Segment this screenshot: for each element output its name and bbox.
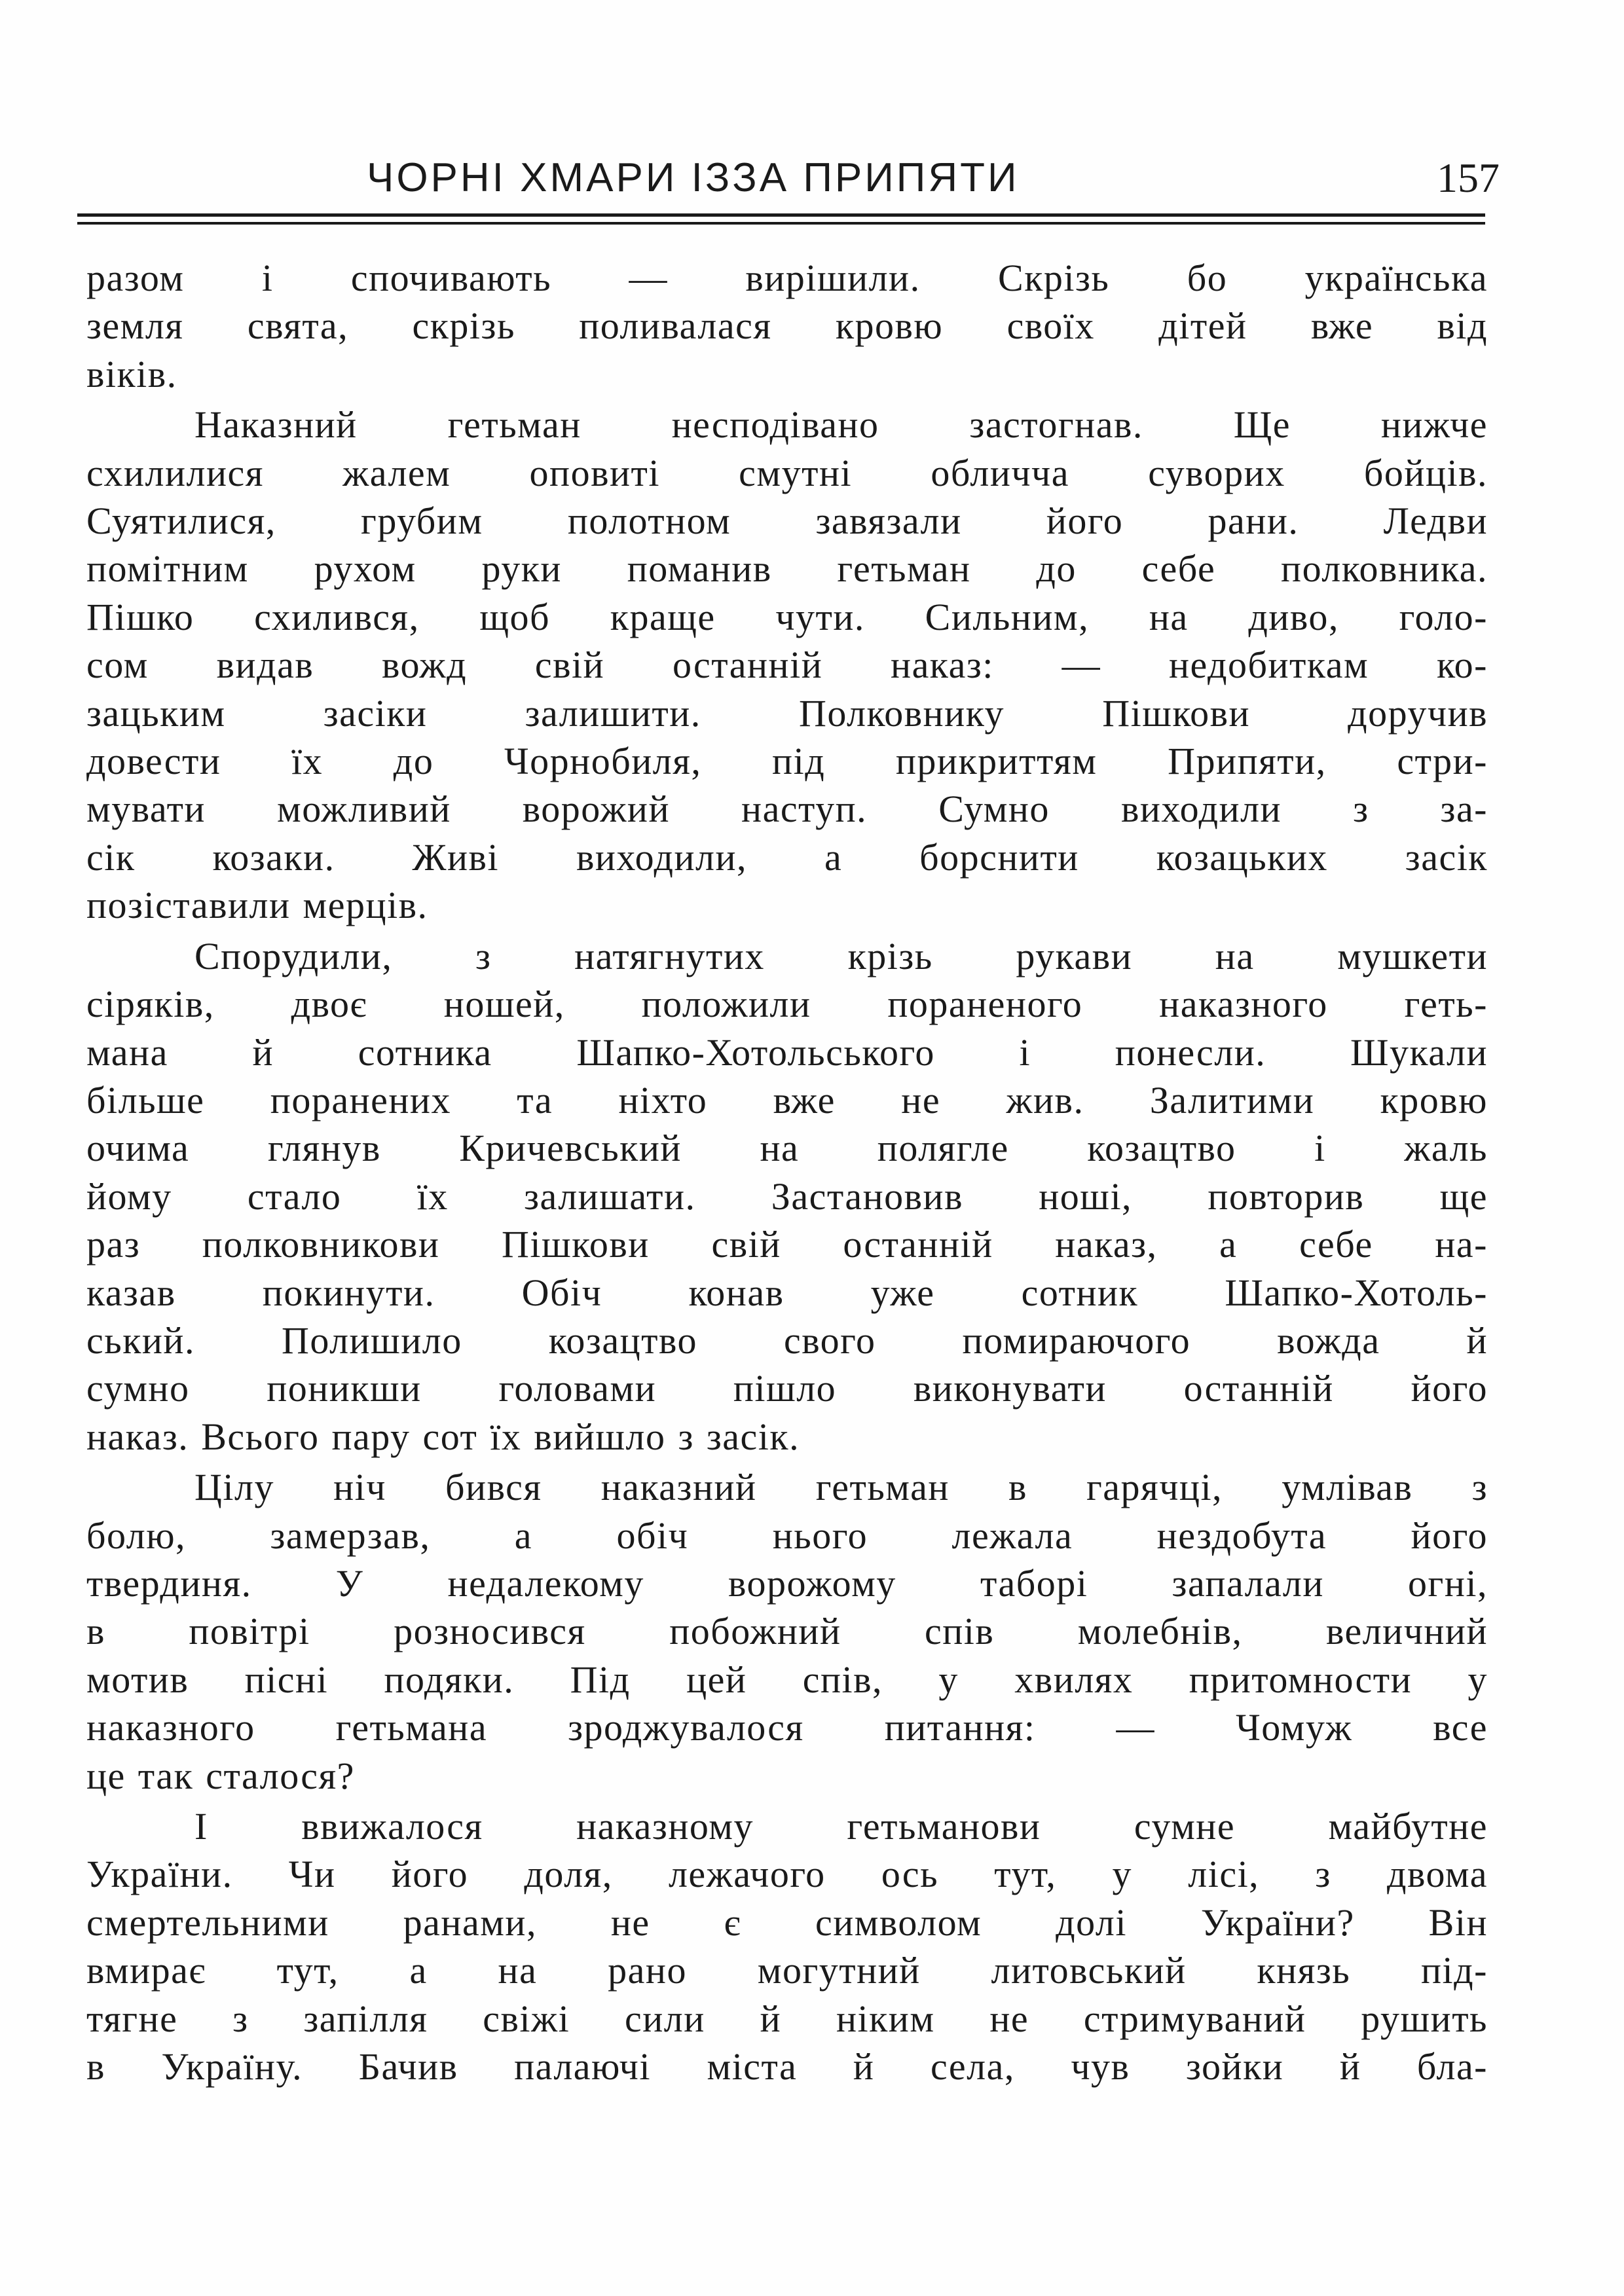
text-line: в Україну. Бачив палаючі міста й села, чув зойки й бла- [86,2045,1488,2088]
text-line: Пішко схилився, щоб краще чути. Сильним, на диво, голо- [86,595,1488,638]
text-line: мотив пісні подяки. Під цей спів, у хвилях притомности у [86,1658,1488,1701]
text-line: тягне з запілля свіжі сили й ніким не стримуваний рушить [86,1997,1488,2040]
text-line: вмирає тут, а на рано могутний литовський князь під- [86,1949,1488,1992]
text-line: в повітрі розносився побожний спів молебнів, величний [86,1610,1488,1653]
paragraph [86,932,1488,1461]
text-line: сумно поникши головами пішло виконувати останній його [86,1367,1488,1410]
text-line: мувати можливий ворожий наступ. Сумно виходили з за- [86,788,1488,831]
text-line: мана й сотника Шапко-Хотольського і понесли. Шукали [86,1030,1488,1074]
text-line: наказ. Всього пару сот їх вийшло з засік. [86,1415,800,1458]
paragraph [86,1463,1488,1800]
text-line: земля свята, скрізь поливалася кровю своїх дітей вже від [86,304,1488,348]
text-line: України. Чи його доля, лежачого ось тут, у лісі, з двома [86,1853,1488,1896]
text-line: помітним рухом руки поманив гетьман до себе полковника. [86,547,1488,591]
text-line: віків. [86,352,177,395]
text-line: Наказний гетьман несподівано застогнав. Ще нижче [194,403,1488,446]
text-line: позіставили мерців. [86,884,428,927]
text-line: твердиня. У недалекому ворожому таборі запалали огні, [86,1561,1488,1605]
text-line: сік козаки. Живі виходили, а борснити козацьких засік [86,835,1488,879]
body-text [86,254,1488,2093]
text-line: Цілу ніч бився наказний гетьман в гарячці, умлівав з [194,1466,1488,1509]
running-title: ЧОРНІ ХМАРИ ІЗЗА ПРИПЯТИ [367,155,1020,200]
text-line: зацьким засіки залишити. Полковнику Пішкови доручив [86,691,1488,735]
text-line: Суятилися, грубим полотном завязали його рани. Ледви [86,500,1488,543]
text-line: смертельними ранами, не є символом долі України? Він [86,1901,1488,1944]
text-line: схилилися жалем оповиті смутні обличча суворих бойців. [86,451,1488,494]
text-line: ський. Полишило козацтво свого помираючого вожда й [86,1319,1488,1362]
paragraph [86,401,1488,929]
text-line: йому стало їх залишати. Застановив ноші, повторив ще [86,1175,1488,1218]
page-number: 157 [1437,155,1500,201]
text-line: казав покинути. Обіч конав уже сотник Шапко-Хотоль- [86,1271,1488,1314]
text-line: сіряків, двоє ношей, положили пораненого наказного геть- [86,983,1488,1026]
header-rule-thick [77,213,1485,217]
text-line: довести їх до Чорнобиля, під прикриттям Припяти, стри- [86,740,1488,783]
text-line: І ввижалося наказному гетьманови сумне майбутне [194,1805,1488,1848]
text-line: Спорудили, з натягнутих крізь рукави на мушкети [194,934,1488,977]
text-line: раз полковникови Пішкови свій останній наказ, а себе на- [86,1223,1488,1266]
text-line: болю, замерзав, а обіч нього лежала нездобута його [86,1514,1488,1557]
paragraph [86,1802,1488,2090]
paragraph [86,254,1488,398]
text-line: більше поранених та ніхто вже не жив. Залитими кровю [86,1078,1488,1121]
text-line: разом і спочивають — вирішили. Скрізь бо українська [86,257,1488,299]
text-line: це так сталося? [86,1754,355,1797]
text-line: очима глянув Кричевський на полягле козацтво і жаль [86,1127,1488,1170]
text-line: сом видав вожд свій останній наказ: — недобиткам ко- [86,644,1488,687]
text-line: наказного гетьмана зроджувалося питання: — Чомуж все [86,1706,1488,1749]
header-rule-thin [77,222,1485,225]
